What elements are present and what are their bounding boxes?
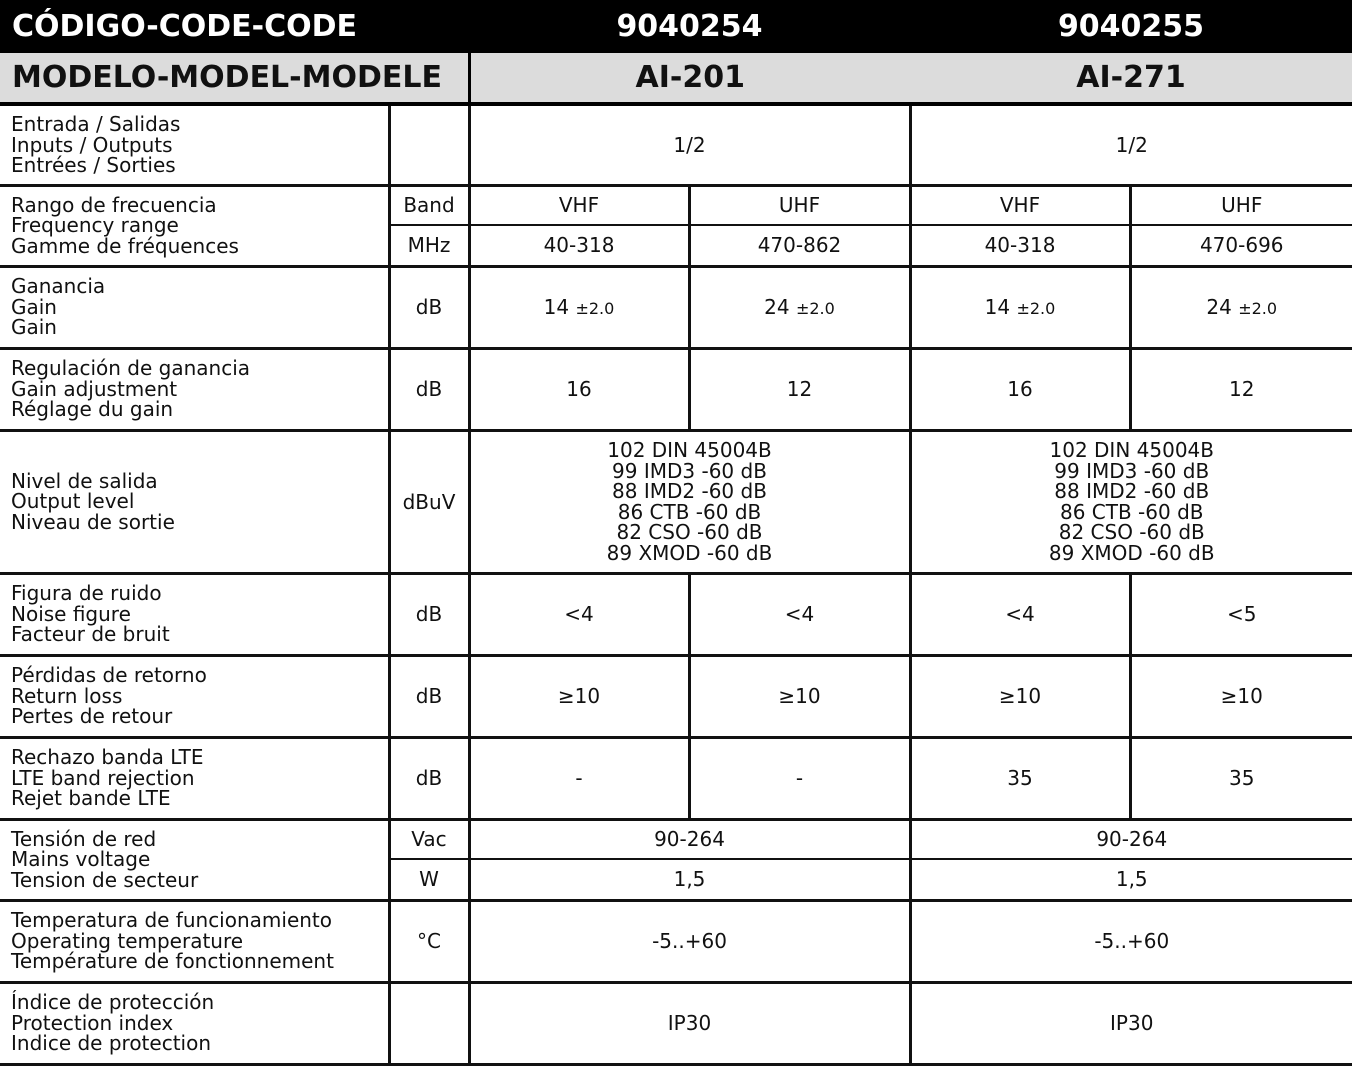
model-label: MODELO-MODEL-MODELE (0, 53, 469, 104)
value-cell: -5..+60 (469, 900, 910, 982)
value-cell: 35 (1130, 737, 1352, 819)
value-cell: 1,5 (910, 859, 1352, 900)
row-label: Rango de frecuencia Frequency range Gamme de fréquences (0, 185, 389, 266)
value-cell: - (469, 737, 689, 819)
unit-cell: dB (389, 737, 469, 819)
unit-cell: dBuV (389, 430, 469, 573)
row-output-level (0, 430, 1352, 573)
range-cell: 470-696 (1130, 225, 1352, 266)
value-cell: 14 ±2.0 (469, 266, 689, 348)
value-cell: ≥10 (1130, 655, 1352, 737)
row-gain (0, 266, 1352, 348)
unit-cell: °C (389, 900, 469, 982)
band-cell: VHF (910, 185, 1130, 225)
row-label: Ganancia Gain Gain (0, 266, 389, 348)
value-cell: 16 (469, 348, 689, 430)
unit-cell: dB (389, 266, 469, 348)
row-protection-index (0, 982, 1352, 1064)
value-cell: 90-264 (469, 819, 910, 859)
value-cell: ≥10 (689, 655, 910, 737)
model-value: AI-201 (469, 53, 910, 104)
row-mains-voltage (0, 819, 1352, 859)
value-cell: 1/2 (910, 104, 1352, 185)
unit-cell: W (389, 859, 469, 900)
value-cell: <4 (469, 573, 689, 655)
unit-cell: dB (389, 348, 469, 430)
value-cell: 24 ±2.0 (1130, 266, 1352, 348)
row-noise-figure (0, 573, 1352, 655)
band-cell: UHF (1130, 185, 1352, 225)
value-cell: 16 (910, 348, 1130, 430)
row-return-loss (0, 655, 1352, 737)
row-label: Índice de protección Protection index Indice de protection (0, 982, 389, 1064)
row-label: Temperatura de funcionamiento Operating temperature Température de fonctionnement (0, 900, 389, 982)
value-cell: 24 ±2.0 (689, 266, 910, 348)
value-cell: 1/2 (469, 104, 910, 185)
row-label: Nivel de salida Output level Niveau de sortie (0, 430, 389, 573)
value-cell: IP30 (469, 982, 910, 1064)
value-cell: ≥10 (910, 655, 1130, 737)
value-cell: ≥10 (469, 655, 689, 737)
code-header-row (0, 0, 1352, 53)
value-cell: 14 ±2.0 (910, 266, 1130, 348)
row-label: Tensión de red Mains voltage Tension de secteur (0, 819, 389, 900)
row-label: Rechazo banda LTE LTE band rejection Rejet bande LTE (0, 737, 389, 819)
code-value: 9040254 (469, 0, 910, 53)
value-cell: 35 (910, 737, 1130, 819)
row-gain-adjustment (0, 348, 1352, 430)
value-cell: 1,5 (469, 859, 910, 900)
band-cell: VHF (469, 185, 689, 225)
unit-cell: MHz (389, 225, 469, 266)
unit-cell (389, 104, 469, 185)
row-inputs-outputs (0, 104, 1352, 185)
value-cell: -5..+60 (910, 900, 1352, 982)
value-cell: <4 (910, 573, 1130, 655)
value-cell: 12 (1130, 348, 1352, 430)
code-label: CÓDIGO-CODE-CODE (0, 0, 469, 53)
unit-cell (389, 982, 469, 1064)
row-label: Entrada / Salidas Inputs / Outputs Entrées / Sorties (0, 104, 389, 185)
row-label: Figura de ruido Noise figure Facteur de bruit (0, 573, 389, 655)
row-operating-temperature (0, 900, 1352, 982)
range-cell: 470-862 (689, 225, 910, 266)
model-header-row (0, 53, 1352, 104)
row-label: Regulación de ganancia Gain adjustment Réglage du gain (0, 348, 389, 430)
value-cell: 12 (689, 348, 910, 430)
row-lte-rejection (0, 737, 1352, 819)
output-level-values: 102 DIN 45004B 99 IMD3 -60 dB 88 IMD2 -60 dB 86 CTB -60 dB 82 CSO -60 dB 89 XMOD -60 dB (910, 430, 1352, 573)
unit-cell: Vac (389, 819, 469, 859)
model-value: AI-271 (910, 53, 1352, 104)
output-level-values: 102 DIN 45004B 99 IMD3 -60 dB 88 IMD2 -60 dB 86 CTB -60 dB 82 CSO -60 dB 89 XMOD -60 dB (469, 430, 910, 573)
value-cell: 90-264 (910, 819, 1352, 859)
unit-cell: dB (389, 655, 469, 737)
value-cell: IP30 (910, 982, 1352, 1064)
range-cell: 40-318 (469, 225, 689, 266)
row-frequency-band (0, 185, 1352, 225)
band-cell: UHF (689, 185, 910, 225)
value-cell: - (689, 737, 910, 819)
unit-cell: Band (389, 185, 469, 225)
range-cell: 40-318 (910, 225, 1130, 266)
code-value: 9040255 (910, 0, 1352, 53)
unit-cell: dB (389, 573, 469, 655)
value-cell: <5 (1130, 573, 1352, 655)
row-label: Pérdidas de retorno Return loss Pertes de retour (0, 655, 389, 737)
value-cell: <4 (689, 573, 910, 655)
